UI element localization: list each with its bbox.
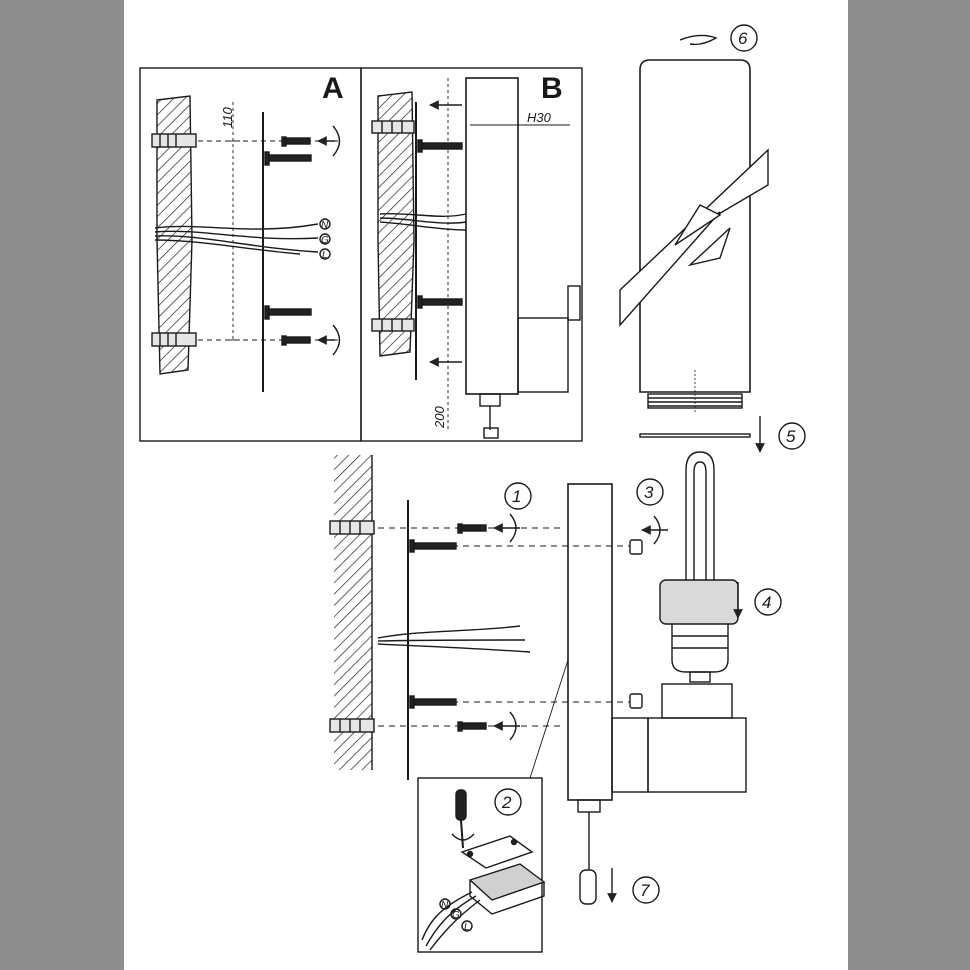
dimension-depth: H30	[527, 110, 551, 125]
bolt-icon	[265, 306, 311, 319]
step-3-label: 3	[644, 483, 654, 502]
bulb-icon	[660, 452, 738, 682]
panel-a-label: A	[322, 72, 344, 105]
wall-plug-icon	[330, 521, 374, 534]
dimension-spacing: 110	[220, 107, 235, 128]
power-cable	[378, 626, 530, 652]
wire-label-g: G	[321, 235, 329, 246]
wall-plug-icon	[152, 134, 196, 147]
step-1-label: 1	[512, 487, 522, 506]
step-7-label: 7	[640, 881, 650, 900]
bolt-icon	[418, 296, 462, 308]
knob-icon	[630, 694, 642, 708]
step-5-label: 5	[786, 427, 796, 446]
wall-plug-icon	[330, 719, 374, 732]
step-6-label: 6	[738, 29, 748, 48]
inset-wiring	[418, 778, 544, 952]
pull-cord-handle	[580, 870, 596, 904]
wire-label-l: L	[464, 922, 470, 933]
inset-frame	[418, 778, 542, 952]
wall-plug-icon	[372, 319, 414, 331]
wire-label-g: G	[452, 910, 460, 921]
bolt-icon	[410, 540, 456, 552]
dimension-bottom: 200	[432, 406, 447, 428]
lamp-box	[612, 718, 648, 792]
rotate-arrow-icon	[680, 35, 716, 44]
panel-a	[140, 68, 361, 441]
wall-plug-icon	[372, 121, 414, 133]
bolt-icon	[418, 140, 462, 152]
screwdriver-icon	[456, 790, 466, 820]
lamp-socket	[662, 684, 732, 718]
step-4-label: 4	[762, 593, 772, 612]
panel-b-label: B	[541, 72, 563, 105]
knob-icon	[630, 540, 642, 554]
pull-cord-fitting	[578, 800, 600, 812]
terminal-block	[470, 864, 544, 900]
glass-shade	[620, 60, 768, 437]
wall-plug-icon	[152, 333, 196, 346]
main-assembly	[330, 452, 746, 904]
bolt-icon	[410, 696, 456, 708]
step-2-label: 2	[502, 793, 512, 812]
bolt-icon	[265, 152, 311, 165]
wire-label-n: N	[441, 900, 449, 911]
wire-label-n: N	[321, 220, 329, 231]
lamp-box	[518, 318, 568, 392]
lamp-housing	[648, 718, 746, 792]
wire-label-l: L	[322, 250, 328, 261]
lamp-body	[568, 484, 612, 800]
